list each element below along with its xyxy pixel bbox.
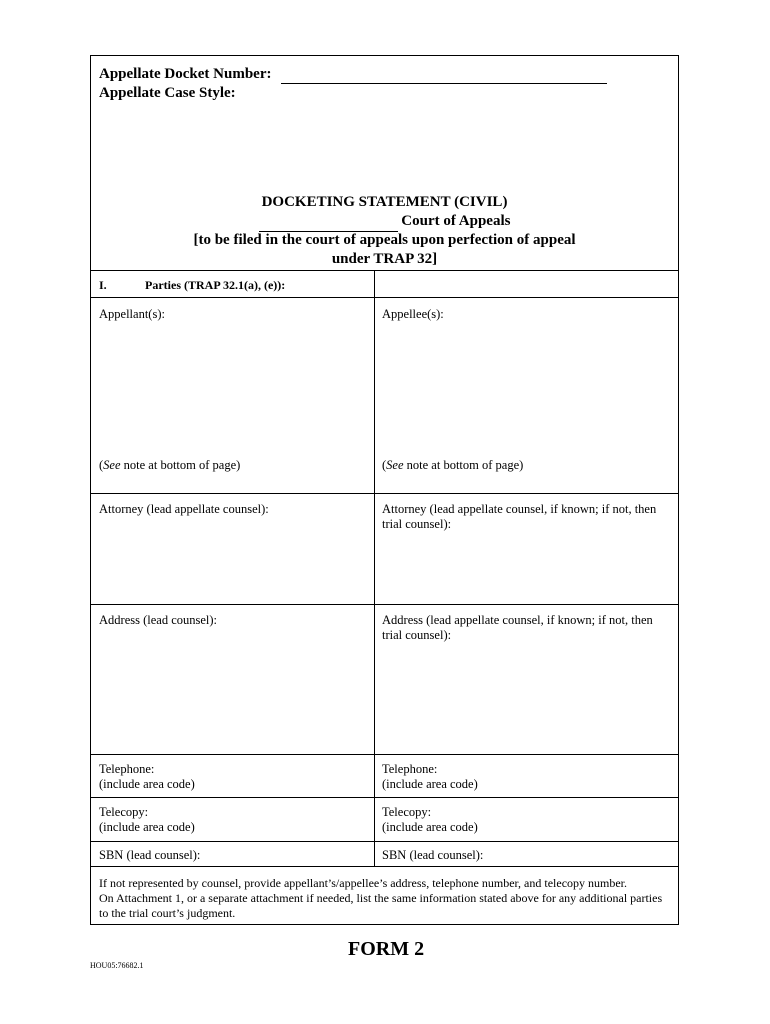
footnote-line: If not represented by counsel, provide appellant’s/appellee’s address, telephone number, and telecopy number. — [99, 876, 628, 890]
appellants-note: (See note at bottom of page) — [99, 458, 241, 472]
filing-instruction-line1: [to be filed in the court of appeals upon perfection of appeal — [193, 232, 576, 248]
court-of-appeals-label: Court of Appeals — [401, 213, 511, 229]
docket-number-row — [99, 66, 607, 84]
rule — [91, 493, 678, 494]
note-see: See — [103, 458, 121, 472]
area-code-note: (include area code) — [99, 777, 195, 791]
telephone-appellee — [382, 762, 672, 792]
telephone-appellant — [99, 762, 367, 792]
form-label: FORM 2 — [348, 938, 425, 960]
appellees-note: (See note at bottom of page) — [382, 458, 524, 472]
address-appellee-label: Address (lead appellate counsel, if known; if not, then trial counsel): — [382, 613, 653, 642]
sbn-appellee-label: SBN (lead counsel): — [382, 848, 484, 862]
note-text: note at bottom of page) — [403, 458, 524, 472]
document-title: DOCKETING STATEMENT (CIVIL) — [261, 194, 508, 210]
telecopy-label: Telecopy: — [382, 805, 432, 819]
sbn-appellant-label: SBN (lead counsel): — [99, 848, 201, 862]
form-header — [91, 56, 678, 270]
filing-instruction-line2: under TRAP 32] — [331, 251, 438, 267]
area-code-note: (include area code) — [382, 820, 478, 834]
footnote — [99, 876, 674, 921]
area-code-note: (include area code) — [382, 777, 478, 791]
court-name-field[interactable] — [259, 212, 398, 232]
appellants-label: Appellant(s): — [99, 307, 165, 321]
address-appellant-label: Address (lead counsel): — [99, 613, 218, 627]
docket-number-label: Appellate Docket Number: — [99, 66, 272, 82]
footnote-line: to the trial court’s judgment. — [99, 906, 236, 920]
telephone-label: Telephone: — [99, 762, 155, 776]
rule — [91, 297, 678, 298]
court-of-appeals-line — [91, 212, 678, 232]
appellees-label: Appellee(s): — [382, 307, 444, 321]
case-style-label: Appellate Case Style: — [99, 85, 236, 101]
rule — [91, 270, 678, 271]
telecopy-label: Telecopy: — [99, 805, 149, 819]
note-text: note at bottom of page) — [120, 458, 241, 472]
attorney-appellant-label: Attorney (lead appellate counsel): — [99, 502, 269, 516]
section-number: I. — [99, 278, 107, 292]
attorney-appellee-label: Attorney (lead appellate counsel, if known; if not, then trial counsel): — [382, 502, 657, 531]
document-id: HOU05:76682.1 — [90, 961, 144, 970]
telecopy-appellee — [382, 805, 672, 835]
rule — [91, 841, 678, 842]
footnote-line: On Attachment 1, or a separate attachment if needed, list the same information stated above for any additional parties — [99, 891, 663, 905]
telephone-label: Telephone: — [382, 762, 438, 776]
rule — [91, 866, 678, 867]
docketing-form — [90, 55, 679, 925]
telecopy-appellant — [99, 805, 367, 835]
area-code-note: (include area code) — [99, 820, 195, 834]
rule — [91, 604, 678, 605]
column-divider — [374, 270, 375, 866]
section-label: Parties (TRAP 32.1(a), (e)): — [145, 278, 286, 292]
note-see: See — [386, 458, 404, 472]
docket-number-field[interactable] — [281, 66, 607, 84]
rule — [91, 797, 678, 798]
rule — [91, 754, 678, 755]
